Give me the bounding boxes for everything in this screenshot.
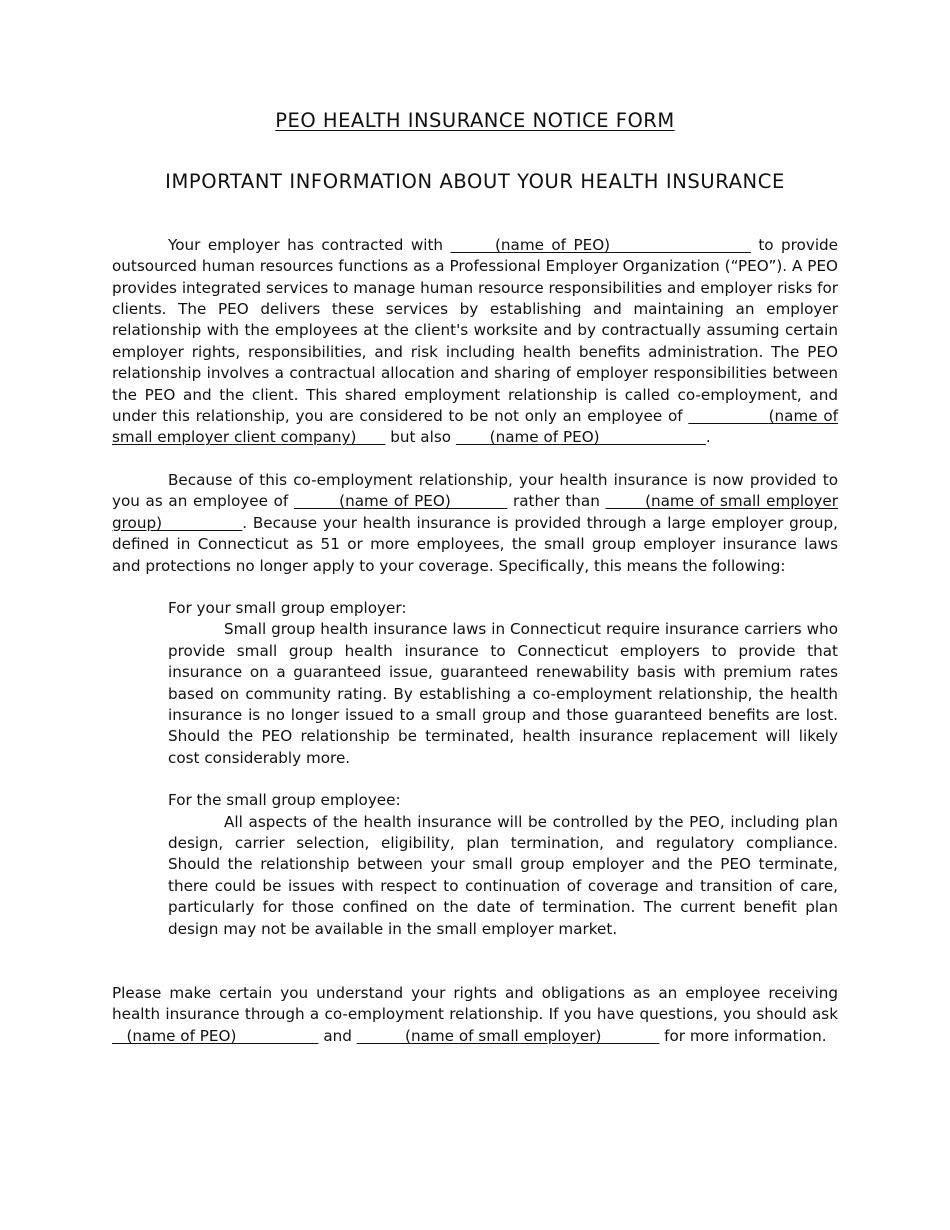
peo-name-blank-4: (name of PEO) (126, 1026, 237, 1045)
section-body-employee: All aspects of the health insurance will be controlled by the PEO, including plan design, carrier selection, eligibility, plan termination, and regulatory compliance. Should the relationship between your small group employer and the PEO terminate, there could be issues with respect to continuation of coverage and transition of care, particularly for those confined on the date of termination. The current benefit plan design may not be available in the small employer market. (168, 812, 838, 938)
small-group-employee-section (168, 790, 838, 940)
closing-text-2: and (323, 1026, 352, 1045)
intro-text-3: but also (390, 428, 452, 447)
peo-name-blank-2: (name of PEO) (489, 428, 600, 447)
section-body-employer: Small group health insurance laws in Connecticut require insurance carriers who provide small group health insurance to Connecticut employers to provide that insurance on a guaranteed issue, guaranteed renewability basis with premium rates based on community rating. By establishing a co-employment relationship, the health insurance is no longer issued to a small group and those guaranteed benefits are lost. Should the PEO relationship be terminated, health insurance replacement will likely cost considerably more. (168, 620, 838, 767)
notice-document (112, 110, 838, 1047)
intro-text-4: . (705, 428, 711, 447)
small-group-employer-section (168, 598, 838, 769)
closing-text-3: for more information. (664, 1026, 827, 1045)
closing-text-1: Please make certain you understand your rights and obligations as an employee receiving health insurance through a co-employment relationship. If you have questions, you should ask (112, 984, 838, 1024)
intro-text-1: Your employer has contracted with (168, 235, 444, 254)
document-subtitle: IMPORTANT INFORMATION ABOUT YOUR HEALTH INSURANCE (165, 170, 785, 194)
intro-paragraph (112, 235, 838, 449)
employer-name-blank-2: (name of small employer) (405, 1026, 602, 1045)
coemployment-paragraph (112, 470, 838, 577)
section-heading-employee: For the small group employee: (168, 791, 401, 810)
coemployment-text-3: . Because your health insurance is provided through a large employer group, defined in Connecticut as 51 or more employees, the small group employer insurance laws and protections no longer apply to your coverage. Specifically, this means the following: (112, 513, 839, 575)
peo-name-blank-1: (name of PEO) (494, 235, 611, 254)
document-title: PEO HEALTH INSURANCE NOTICE FORM (275, 109, 675, 132)
employer-name-blank-1: (name of small employer client company) (112, 407, 838, 447)
peo-name-blank-3: (name of PEO) (339, 492, 451, 511)
coemployment-text-1: Because of this co-employment relationship, your health insurance is now provided to you as an employee of (112, 470, 838, 511)
employer-group-blank: (name of small employer group) (112, 492, 838, 532)
section-heading-employer: For your small group employer: (168, 598, 407, 617)
coemployment-text-2: rather than (512, 492, 600, 511)
intro-text-2: to provide outsourced human resources functions as a Professional Employer Organization (“PEO”). A PEO provides integrated services to manage human resource responsibilities and employer risks for clients. The PEO delivers these services by establishing and maintaining an employer relationship with the employees at the client's worksite and by contractually assuming certain employer rights, responsibilities, and risk including health benefits administration. The PEO relationship involves a contractual allocation and sharing of employer responsibilities between the PEO and the client. This shared employment relationship is called co-employment, and under this relationship, you are considered to be not only an employee of (112, 235, 839, 426)
closing-paragraph (112, 983, 838, 1047)
